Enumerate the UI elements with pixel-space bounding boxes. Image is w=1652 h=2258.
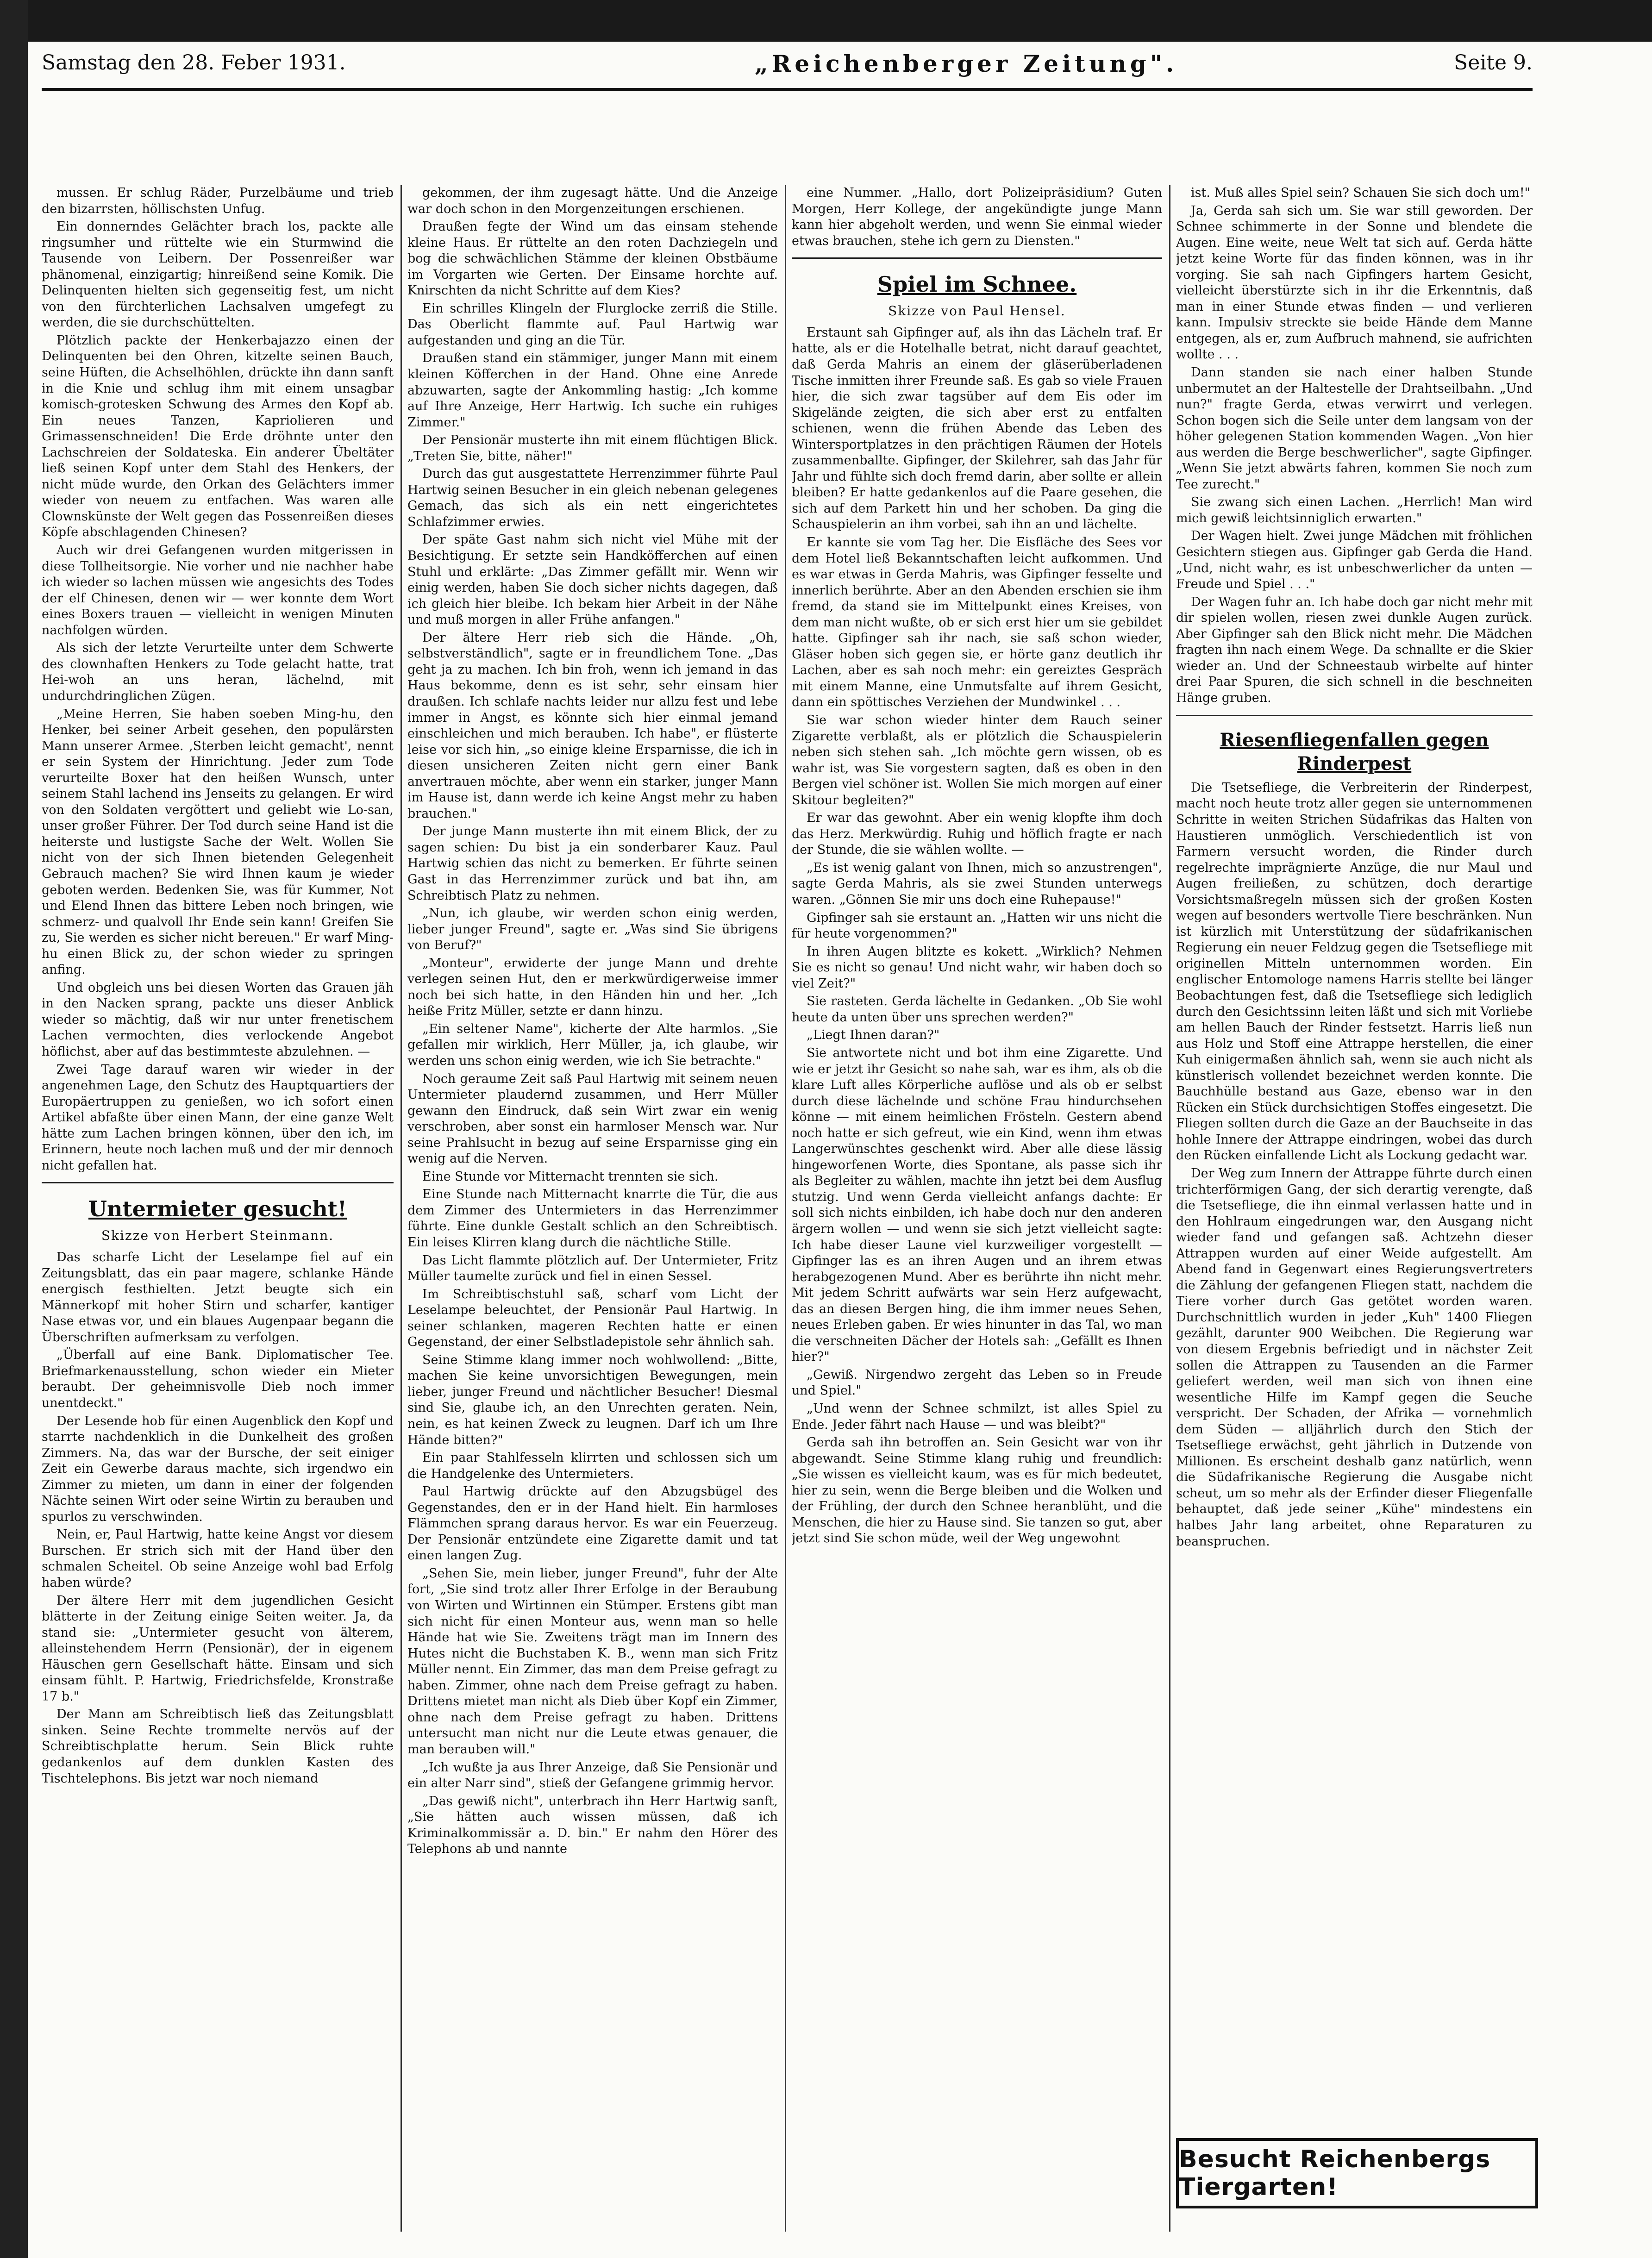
paragraph: „Sehen Sie, mein lieber, junger Freund", fuhr der Alte fort, „Sie sind trotz aller Ihrer Erfolge in der Beraubung von Wirten und Wirtinnen ein Stümper. Erstens gibt man sich nicht für einen Monteur aus, wenn man so helle Hände hat wie Sie. Zweitens trägt man im Innern des Hutes nicht die Buchstaben K. B., wenn man sich Fritz Müller nennt. Ein Zimmer, das man dem Preise gefragt zu haben. Zimmer, ohne nach dem Preise gefragt zu haben. Drittens mietet man nicht als Dieb über Kopf ein Zimmer, ohne nach dem Preise gefragt zu haben. Drittens untersucht man nicht nur die Leute etwas genauer, die man berauben will.": [407, 1566, 778, 1757]
paragraph: Der ältere Herr rieb sich die Hände. „Oh, selbstverständlich", sagte er in freundlichem Tone. „Das geht ja zu machen. Ich bin froh, wenn ich jemand in das Haus bekomme, denn es ist sehr, sehr einsam hier draußen. Ich schlafe nachts leider nur allzu fest und lebe immer in Angst, es könnte sich hier einmal jemand einschleichen und mich berauben. Ich habe", er flüsterte leise vor sich hin, „so einige kleine Ersparnisse, die ich in diesen unsicheren Zeiten nicht gern einer Bank anvertrauen möchte, aber wenn ein starker, junger Mann im Hause ist, dann werde ich keine Angst mehr zu haben brauchen.": [407, 630, 778, 821]
paragraph: Der Weg zum Innern der Attrappe führte durch einen trichterförmigen Gang, der sich derartig verengte, daß die Tsetsefliege, die ihn einmal verlassen hatte und in den Hohlraum eingedrungen war, den Ausgang nicht wieder fand und gefangen saß. Achtzehn dieser Attrappen wurden auf einer Weide aufgestellt. Am Abend fand in Gegenwart eines Regierungsvertreters die Zählung der gefangenen Fliegen statt, nachdem die Tiere vorher durch Gas getötet worden waren. Durchschnittlich wurden in jeder „Kuh" 1400 Fliegen gezählt, darunter 900 Weibchen. Die Regierung war von diesem Ergebnis befriedigt und in nächster Zeit sollen die Attrappen zu Tausenden an die Farmer geliefert werden, weil man sich von ihnen eine wesentliche Hilfe im Kampf gegen die Seuche verspricht. Der Schaden, der Afrika — vornehmlich dem Süden — alljährlich durch den Stich der Tsetsefliege erwächst, geht jährlich in Dutzende von Millionen. Es erscheint deshalb ganz natürlich, wenn die Südafrikanische Regierung die Ausgabe nicht scheut, um so mehr als der Erfinder dieser Fliegenfalle behauptet, daß jede seiner „Kühe" mindestens ein halbes Jahr lang arbeitet, ohne Reparaturen zu beanspruchen.: [1176, 1166, 1533, 1549]
article-separator: [792, 257, 1162, 259]
paragraph: Eine Stunde nach Mitternacht knarrte die Tür, die aus dem Zimmer des Untermieters in das Herrenzimmer führte. Eine dunkle Gestalt schlich an den Schreibtisch. Ein leises Klirren klang durch die nächtliche Stille.: [407, 1187, 778, 1250]
article-headline: Spiel im Schnee.: [877, 272, 1077, 297]
column-divider: [400, 185, 402, 2232]
paragraph: Plötzlich packte der Henkerbajazzo einen der Delinquenten bei den Ohren, kitzelte seinen Bauch, seine Hüften, die Achselhöhlen, drückte ihn dann sanft in die Knie und schlug ihm mit einem unsagbar komisch-grotesken Schwung des Armes den Kopf ab. Ein neues Tanzen, Kapriolieren und Grimassenschneiden! Die Erde dröhnte unter den Lachschreien der Soldateska. Ein anderer Übeltäter ließ seinen Kopf unter dem Stahl des Henkers, der nicht müde wurde, den Orkan des Gelächters immer wieder von neuem zu entfachen. Was waren alle Clownskünste der Welt gegen das Possenreißen dieses Köpfe abschlagenden Chinesen?: [42, 333, 394, 540]
paragraph: Ein paar Stahlfesseln klirrten und schlossen sich um die Handgelenke des Untermieters.: [407, 1451, 778, 1481]
paragraph: Der Pensionär musterte ihn mit einem flüchtigen Blick. „Treten Sie, bitte, näher!": [407, 433, 778, 463]
header-newspaper-title: „Reichenberger Zeitung".: [755, 50, 1178, 77]
paragraph: gekommen, der ihm zugesagt hätte. Und die Anzeige war doch schon in den Morgenzeitungen erschienen.: [407, 186, 778, 216]
article-separator: [42, 1182, 394, 1183]
paragraph: „Monteur", erwiderte der junge Mann und drehte verlegen seinen Hut, den er merkwürdigerweise immer noch bei sich hatte, in den Händen hin und her. „Ich heiße Fritz Müller, setzte er dann hinzu.: [407, 956, 778, 1019]
page-header: [42, 42, 1533, 97]
paragraph: „Es ist wenig galant von Ihnen, mich so anzustrengen", sagte Gerda Mahris, als sie zwei Stunden unterwegs waren. „Gönnen Sie mir uns doch eine Ruhepause!": [792, 860, 1162, 907]
paragraph: „Das gewiß nicht", unterbrach ihn Herr Hartwig sanft, „Sie hätten auch wissen müssen, daß ich Kriminalkommissär a. D. bin." Er nahm den Hörer des Telephons ab und nannte: [407, 1794, 778, 1857]
article-headline: Riesenfliegenfallen gegen Rinderpest: [1220, 729, 1489, 775]
paragraph: Ja, Gerda sah sich um. Sie war still geworden. Der Schnee schimmerte in der Sonne und blendete die Augen. Eine weite, neue Welt tat sich auf. Gerda hätte jetzt keine Worte für das finden können, was in ihr vorging. Sie sah nach Gipfingers hartem Gesicht, vielleicht überstürzte sich in ihr die Erkenntnis, daß man in einer Stunde etwas finden — und verlieren kann. Impulsiv streckte sie beide Hände dem Manne entgegen, als er, zum Aufbruch mahnend, sie aufrichten wollte . . .: [1176, 203, 1533, 362]
paragraph: Im Schreibtischstuhl saß, scharf vom Licht der Leselampe beleuchtet, der Pensionär Paul Hartwig. In seiner schlanken, mageren Rechten hatte er einen Gegenstand, der einer Selbstladepistole sehr ähnlich sah.: [407, 1287, 778, 1350]
paragraph: „Und wenn der Schnee schmilzt, ist alles Spiel zu Ende. Jeder fährt nach Hause — und was bleibt?": [792, 1401, 1162, 1432]
column-1: [42, 185, 394, 2232]
paragraph: Paul Hartwig drückte auf den Abzugsbügel des Gegenstandes, den er in der Hand hielt. Ein harmloses Flämmchen sprang daraus hervor. Es war ein Feuerzeug. Der Pensionär entzündete eine Zigarette damit und tat einen langen Zug.: [407, 1484, 778, 1563]
paragraph: Er kannte sie vom Tag her. Die Eisfläche des Sees vor dem Hotel ließ Bekanntschaften leicht aufkommen. Und es war etwas in Gerda Mahris, was Gipfinger fesselte und innerlich berührte. Aber an den Abenden erschien sie ihm fremd, da stand sie im Mittelpunkt eines Kreises, von dem man nicht wußte, ob er sich erst hier um sie gebildet hatte. Gipfinger sah ihr nach, sie saß schon wieder, Gläser hoben sich gegen sie, er hörte ganz deutlich ihr Lachen, aber es sah noch mehr: ein gereiztes Gespräch mit einem Manne, eine Unmutsfalte auf ihrem Gesicht, dann ein spöttisches Verziehen der Mundwinkel . . .: [792, 535, 1162, 710]
paragraph: „Meine Herren, Sie haben soeben Ming-hu, den Henker, bei seiner Arbeit gesehen, den populärsten Mann unserer Armee. ‚Sterben leicht gemacht', nennt er sein System der Hinrichtung. Jeder zum Tode verurteilte Boxer hat den heißen Wunsch, unter seinem Stahl lachend ins Jenseits zu gelangen. Er wird von den Soldaten vergöttert und geliebt wie Lo-san, unser großer Führer. Der Tod durch seine Hand ist die heiterste und lustigste Sache der Welt. Wollen Sie nicht von der sich Ihnen bietenden Gelegenheit Gebrauch machen? Sie wird Ihnen kaum je wieder geboten werden. Bedenken Sie, was für Kummer, Not und Elend Ihnen das bittere Leben noch bringen, wie schmerz- und qualvoll Ihr Ende sein kann! Greifen Sie zu, Sie werden es sicher nicht bereuen." Er warf Ming-hu einen Blick zu, der schon wieder zu springen anfing.: [42, 707, 394, 977]
advertisement-text: Besucht Reichenbergs Tiergarten!: [1179, 2145, 1491, 2201]
paragraph: „Gewiß. Nirgendwo zergeht das Leben so in Freude und Spiel.": [792, 1367, 1162, 1398]
paragraph: Durch das gut ausgestattete Herrenzimmer führte Paul Hartwig seinen Besucher in ein gleich nebenan gelegenes Gemach, das sich als ein nett eingerichtetes Schlafzimmer erwies.: [407, 467, 778, 529]
paragraph: Das Licht flammte plötzlich auf. Der Untermieter, Fritz Müller taumelte zurück und fiel in einen Sessel.: [407, 1253, 778, 1284]
page-top-edge: [0, 0, 1652, 42]
paragraph: Der Wagen hielt. Zwei junge Mädchen mit fröhlichen Gesichtern stiegen aus. Gipfinger gab Gerda die Hand. „Und, nicht wahr, es ist unbeschwerlicher da unten — Freude und Spiel . . .": [1176, 529, 1533, 592]
paragraph: Der Wagen fuhr an. Ich habe doch gar nicht mehr mit dir spielen wollen, riesen zwei dunkle Augen zurück. Aber Gipfinger sah den Blick nicht mehr. Die Mädchen fragten ihn nach einem Wege. Da schnallte er die Skier wieder an. Und der Schneestaub wirbelte auf hinter drei Paar Spuren, die sich schnell in die beschneiten Hänge gruben.: [1176, 594, 1533, 705]
paragraph: Sie antwortete nicht und bot ihm eine Zigarette. Und wie er jetzt ihr Gesicht so nahe sah, war es ihm, als ob die klare Luft alles Körperliche auflöse und als ob er selbst durch diese lächelnde und schöne Frau hindurchsehen könne — mit einem heimlichen Frösteln. Gestern abend noch hatte er sich gefreut, wie ein Kind, wenn ihm etwas Langerwünschtes geschenkt wird. Aber alle diese lässig hingeworfenen Worte, dies Spontane, als passe sich ihr als Begleiter zu wählen, machte ihn jetzt bei dem Ausflug stutzig. Und wenn Gerda vielleicht anfangs dachte: Er soll sich nichts einbilden, ich habe doch nur den anderen ärgern wollen — und wenn sie sich jetzt vielleicht sagte: Ich habe dieser Laune viel kurzweiliger vorgestellt — Gipfinger las es an ihren Augen und an ihrem etwas herabgezogenen Mund. Aber es berührte ihn nicht mehr. Mit jedem Schritt aufwärts war sein Herz aufgewacht, das an diesen Bergen hing, die ihm immer neues Sehen, neues Erleben gaben. Er wies hinunter in das Tal, wo man die verschneiten Dächer der Hotels sah: „Gefällt es Ihnen hier?": [792, 1045, 1162, 1364]
paragraph: Gerda sah ihn betroffen an. Sein Gesicht war von ihr abgewandt. Seine Stimme klang ruhig und freundlich: „Sie wissen es vielleicht kaum, was es für mich bedeutet, hier zu sein, wenn die Berge bleiben und die Wolken und der Frühling, der durch den Schnee heranblüht, und die Menschen, die hier zu Hause sind. Sie tanzen so gut, aber jetzt sind Sie schon müde, weil der Weg ungewohnt: [792, 1435, 1162, 1546]
paragraph: Der junge Mann musterte ihn mit einem Blick, der zu sagen schien: Du bist ja ein sonderbarer Kauz. Paul Hartwig schien das nicht zu bemerken. Er führte seinen Gast in das Herrenzimmer zurück und bat ihn, am Schreibtisch Platz zu nehmen.: [407, 824, 778, 903]
paragraph: Draußen fegte der Wind um das einsam stehende kleine Haus. Er rüttelte an den roten Dachziegeln und bog die schwächlichen Stämme der kleinen Obstbäume im Vorgarten wie Gerten. Der Einsame horchte auf. Knirschten da nicht Schritte auf dem Kies?: [407, 219, 778, 298]
paragraph: Eine Stunde vor Mitternacht trennten sie sich.: [422, 1169, 719, 1184]
column-4: [1176, 185, 1533, 2130]
column-divider: [1169, 185, 1170, 2232]
paragraph: Die Tsetsefliege, die Verbreiterin der Rinderpest, macht noch heute trotz aller gegen sie unternommenen Schritte in weiten Strichen Südafrikas das Halten von Haustieren unmöglich. Verschiedentlich ist von Farmern versucht worden, die Rinder durch regelrechte imprägnierte Anzüge, die nur Maul und Augen freiließen, zu schützen, doch derartige Vorsichtsmaßregeln müssen sich der großen Kosten wegen auf besonders wertvolle Tiere beschränken. Nun ist kürzlich mit Unterstützung der südafrikanischen Regierung ein neuer Feldzug gegen die Tsetsefliege mit originellen Mitteln unternommen worden. Ein englischer Entomologe namens Harris stellte bei länger Beobachtungen fest, daß die Tsetsefliege sich lediglich durch den Gesichtssinn leiten läßt und sich mit Vorliebe am hellen Bauch der Rinder festsetzt. Harris ließ nun aus Holz und Stoff eine Attrappe herstellen, die einer Kuh einigermaßen ähnlich sah, wenn sie auch nicht als künstlerisch vollendet bezeichnet werden konnte. Die Bauchhülle bestand aus Gaze, ebenso war in den Rücken ein Stück durchsichtigen Stoffes eingesetzt. Die Fliegen sollten durch die Gaze an der Bauchseite in das hohle Innere der Attrappe eindringen, wobei das durch den Rücken einfallende Licht als Lockung gedacht war.: [1176, 780, 1533, 1163]
paragraph: Und obgleich uns bei diesen Worten das Grauen jäh in den Nacken sprang, packte uns dieser Anblick wieder so mächtig, daß wir nur unter frenetischem Lachen vermochten, dies verlockende Angebot höflichst, aber auf das bestimmteste abzulehnen. —: [42, 980, 394, 1059]
article-byline: Skizze von Herbert Steinmann.: [101, 1228, 334, 1244]
paragraph: Als sich der letzte Verurteilte unter dem Schwerte des clownhaften Henkers zu Tode gelacht hatte, trat Hei-woh an uns heran, lächelnd, mit undurchdringlichen Zügen.: [42, 641, 394, 703]
paragraph: Er war das gewohnt. Aber ein wenig klopfte ihm doch das Herz. Merkwürdig. Ruhig und höflich fragte er nach der Stunde, die sie wählen wollte. —: [792, 811, 1162, 857]
paragraph: „Ein seltener Name", kicherte der Alte harmlos. „Sie gefallen mir wirklich, Herr Müller, ja, ich glaube, wir werden uns schon einig werden, wie ich Sie betrachte.": [407, 1021, 778, 1068]
paragraph: Sie rasteten. Gerda lächelte in Gedanken. „Ob Sie wohl heute da unten über uns sprechen werden?": [792, 994, 1162, 1025]
header-date: Samstag den 28. Feber 1931.: [42, 51, 346, 75]
paragraph: Erstaunt sah Gipfinger auf, als ihn das Lächeln traf. Er hatte, als er die Hotelhalle betrat, nicht darauf geachtet, daß Gerda Mahris an einem der gläserüberladenen Tische inmitten ihrer Freunde saß. Es gab so viele Frauen hier, die sich zwar tagsüber auf dem Eis oder im Skigelände zeigten, die sich aber erst zu entfalten schienen, wenn die frühen Abende das Leben des Wintersportplatzes in den prächtigen Räumen der Hotels zusammenballte. Gipfinger, der Skilehrer, sah das Jahr für Jahr und fühlte sich doch fremd darin, aber sollte er allein bleiben? Er hatte gedankenlos auf die Paare gesehen, die sich auf dem Parkett hin und her schoben. Da ging die Schauspielerin an ihm vorbei, sah ihn an und lächelte.: [792, 325, 1162, 532]
paragraph: eine Nummer. „Hallo, dort Polizeipräsidium? Guten Morgen, Herr Kollege, der angekündigte junge Mann kann hier abgeholt werden, und wenn Sie einmal wieder etwas brauchen, stehe ich gern zu Diensten.": [792, 186, 1162, 248]
column-2: [407, 185, 778, 2232]
advertisement-box: [1176, 2138, 1538, 2208]
paragraph: Der ältere Herr mit dem jugendlichen Gesicht blätterte in der Zeitung einige Seiten weiter. Ja, da stand sie: „Untermieter gesucht von älterem, alleinstehendem Herrn (Pensionär), der in eigenem Häuschen gern Gesellschaft hätte. Einsam und sich einsam fühlt. P. Hartwig, Friedrichsfelde, Kronstraße 17 b.": [42, 1593, 394, 1704]
paragraph: Noch geraume Zeit saß Paul Hartwig mit seinem neuen Untermieter plaudernd zusammen, und Herr Müller gewann den Eindruck, daß sein Wirt zwar ein wenig verschroben, aber sonst ein harmloser Mensch war. Nur seine Prahlsucht in bezug auf seine Ersparnisse ging ein wenig auf die Nerven.: [407, 1071, 778, 1166]
paragraph: Auch wir drei Gefangenen wurden mitgerissen in diese Tollheitsorgie. Nie vorher und nie nachher habe ich wieder so lachen müssen wie angesichts des Todes der elf Chinesen, denen wir — wer konnte dem Wort eines Boxers trauen — vielleicht in wenigen Minuten nachfolgen würden.: [42, 543, 394, 638]
paragraph: Draußen stand ein stämmiger, junger Mann mit einem kleinen Köfferchen in der Hand. Ohne eine Anrede abzuwarten, sagte der Ankommling hastig: „Ich komme auf Ihre Anzeige, Herr Hartwig. Ich suche ein ruhiges Zimmer.": [407, 351, 778, 430]
paragraph: „Nun, ich glaube, wir werden schon einig werden, lieber junger Freund", sagte er. „Was sind Sie übrigens von Beruf?": [407, 906, 778, 953]
column-divider: [785, 185, 786, 2232]
paragraph: Ein schrilles Klingeln der Flurglocke zerriß die Stille. Das Oberlicht flammte auf. Paul Hartwig war aufgestanden und ging an die Tür.: [407, 301, 778, 348]
paragraph: Der späte Gast nahm sich nicht viel Mühe mit der Besichtigung. Er setzte sein Handköfferchen auf einen Stuhl und erklärte: „Das Zimmer gefällt mir. Wenn wir einig werden, haben Sie doch sicher nichts dagegen, daß ich gleich hier bleibe. Ich bekam hier Arbeit in der Nähe und muß morgen in aller Frühe anfangen.": [407, 532, 778, 627]
paragraph: Dann standen sie nach einer halben Stunde unbermutet an der Haltestelle der Drahtseilbahn. „Und nun?" fragte Gerda, etwas verwirrt und verlegen. Schon bogen sich die Seile unter dem langsam von der höher gelegenen Station kommenden Wagen. „Von hier aus werden die Berge beschwerlicher", sagte Gipfinger. „Wenn Sie jetzt abwärts fahren, kommen Sie noch zum Tee zurecht.": [1176, 365, 1533, 492]
paragraph: „Liegt Ihnen daran?": [807, 1028, 940, 1043]
article-headline: Untermieter gesucht!: [88, 1196, 347, 1222]
article-byline: Skizze von Paul Hensel.: [888, 303, 1066, 319]
paragraph: Gipfinger sah sie erstaunt an. „Hatten wir uns nicht die für heute vorgenommen?": [792, 910, 1162, 941]
article-separator: [1176, 715, 1533, 716]
paragraph: Das scharfe Licht der Leselampe fiel auf ein Zeitungsblatt, das ein paar magere, schlanke Hände energisch festhielten. Jetzt beugte sich ein Männerkopf mit hoher Stirn und scharfer, kantiger Nase etwas vor, und ein blaues Augenpaar begann die Überschriften aufmerksam zu verfolgen.: [42, 1250, 394, 1345]
paragraph: In ihren Augen blitzte es kokett. „Wirklich? Nehmen Sie es nicht so genau! Und nicht wahr, wir haben doch so viel Zeit?": [792, 944, 1162, 991]
paragraph: Der Mann am Schreibtisch ließ das Zeitungsblatt sinken. Seine Rechte trommelte nervös auf der Schreibtischplatte herum. Sein Blick ruhte gedankenlos auf dem dunklen Kasten des Tischtelephons. Bis jetzt war noch niemand: [42, 1707, 394, 1786]
paragraph: Sie war schon wieder hinter dem Rauch seiner Zigarette verblaßt, als er plötzlich die Schauspielerin neben sich stehen sah. „Ich möchte gern wissen, ob es wahr ist, was Sie vorgestern sagten, daß es oben in den Bergen viel schöner ist. Wollen Sie mich morgen auf einer Skitour begleiten?": [792, 713, 1162, 807]
paragraph: „Überfall auf eine Bank. Diplomatischer Tee. Briefmarkenausstellung, schon wieder ein Mieter beraubt. Der geheimnisvolle Dieb noch immer unentdeckt.": [42, 1348, 394, 1410]
page-left-edge: [0, 0, 28, 2258]
column-3: [792, 185, 1162, 2232]
newspaper-page: [42, 97, 1533, 2236]
header-rule: [42, 88, 1533, 91]
header-page-number: Seite 9.: [1454, 51, 1533, 75]
paragraph: Ein donnerndes Gelächter brach los, packte alle ringsumher und rüttelte wie ein Sturmwind die Tausende von Leibern. Der Possenreißer war phänomenal, einzigartig; hinreißend seine Komik. Die Delinquenten hielten sich gegenseitig fest, um nicht von den fürchterlichen Lachsalven umgefegt zu werden, die sie durchschüttelten.: [42, 219, 394, 330]
paragraph: mussen. Er schlug Räder, Purzelbäume und trieb den bizarrsten, höllischsten Unfug.: [42, 186, 394, 216]
paragraph: „Ich wußte ja aus Ihrer Anzeige, daß Sie Pensionär und ein alter Narr sind", stieß der Gefangene grimmig hervor.: [407, 1760, 778, 1791]
paragraph: Der Lesende hob für einen Augenblick den Kopf und starrte nachdenklich in die Dunkelheit des großen Zimmers. Na, das war der Bursche, der seit einiger Zeit ein Gewerbe daraus machte, sich irgendwo ein Zimmer zu mieten, um dann in einer der folgenden Nächte seinen Wirt oder seine Wirtin zu berauben und spurlos zu verschwinden.: [42, 1414, 394, 1524]
paragraph: Zwei Tage darauf waren wir wieder in der angenehmen Lage, den Schutz des Hauptquartiers der Europäertruppen zu genießen, wo ich sofort einen Artikel abfaßte über einen Mann, der eine ganze Welt hätte zum Lachen bringen können, über den ich, im Erinnern, heute noch lachen muß und der mir dennoch nicht gefallen hat.: [42, 1062, 394, 1173]
paragraph: ist. Muß alles Spiel sein? Schauen Sie sich doch um!": [1191, 186, 1531, 200]
paragraph: Sie zwang sich einen Lachen. „Herrlich! Man wird mich gewiß leichtsinniglich erwarten.": [1176, 495, 1533, 525]
paragraph: Nein, er, Paul Hartwig, hatte keine Angst vor diesem Burschen. Er strich sich mit der Hand über den schmalen Scheitel. Ob seine Anzeige wohl bad Erfolg haben würde?: [42, 1527, 394, 1590]
paragraph: Seine Stimme klang immer noch wohlwollend: „Bitte, machen Sie keine unvorsichtigen Bewegungen, mein lieber, junger Freund und nächtlicher Besucher! Diesmal sind Sie, glaube ich, an den Unrechten geraten. Nein, nein, es hat keinen Zweck zu leugnen. Darf ich um Ihre Hände bitten?": [407, 1352, 778, 1447]
